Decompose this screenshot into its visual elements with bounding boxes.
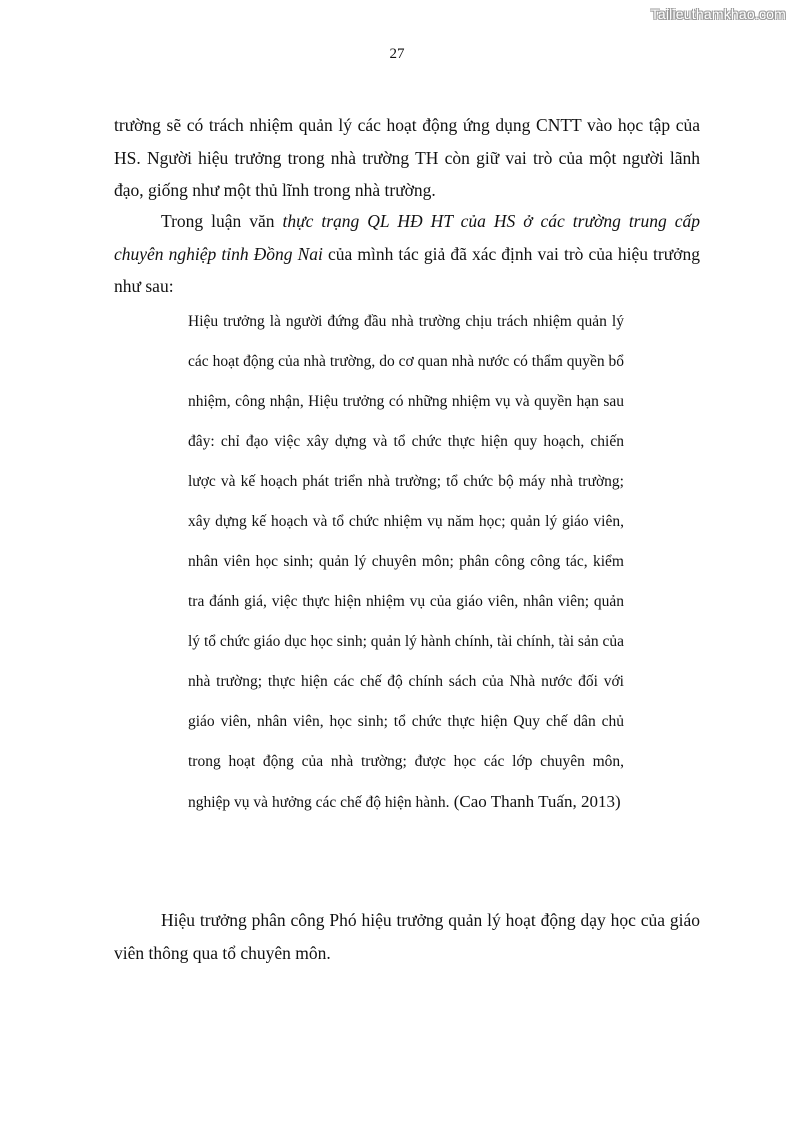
paragraph-closing: Hiệu trưởng phân công Phó hiệu trưởng quản lý hoạt động dạy học của giáo viên thông qua tổ chuyên môn. [114,910,700,963]
quote-text: Hiệu trưởng là người đứng đầu nhà trường chịu trách nhiệm quản lý các hoạt động của nhà trường, do cơ quan nhà nước có thẩm quyền bổ nhiệm, công nhận, Hiệu trưởng có những nhiệm vụ và quyền hạn sau đây: chỉ đạo việc xây dựng và tổ chức thực hiện quy hoạch, chiến lược và kế hoạch phát triển nhà trường; tổ chức bộ máy nhà trường; xây dựng kế hoạch và tổ chức nhiệm vụ năm học; quản lý giáo viên, nhân viên học sinh; quản lý chuyên môn; phân công công tác, kiểm tra đánh giá, việc thực hiện nhiệm vụ của giáo viên, nhân viên; quản lý tổ chức giáo dục học sinh; quản lý hành chính, tài chính, tài sản của nhà trường; thực hiện các chế độ chính sách của Nhà nước đối với giáo viên, nhân viên, học sinh; tổ chức thực hiện Quy chế dân chủ trong hoạt động của nhà trường; được học các lớp chuyên môn, nghiệp vụ và hưởng các chế độ hiện hành. [188,313,624,811]
watermark: Tailieuthamkhao.com [650,6,786,22]
paragraph-lead-text: Trong luận văn [161,211,283,231]
block-quote [188,302,624,823]
paragraph-intro: trường sẽ có trách nhiệm quản lý các hoạt động ứng dụng CNTT vào học tập của HS. Người hiệu trưởng trong nhà trường TH còn giữ vai trò của một người lãnh đạo, giống như một thủ lĩnh trong nhà trường. [114,115,700,200]
paragraph-tail-text: của mình tác giả đã xác định vai trò của hiệu trưởng như sau: [114,243,700,296]
quote-citation: (Cao Thanh Tuấn, 2013) [449,792,621,811]
paragraph-thesis-reference [114,205,700,303]
page-number: 27 [389,46,405,62]
thesis-title-italic: thực trạng QL HĐ HT của HS ở các trường trung cấp chuyên nghiệp tỉnh Đồng Nai [114,211,700,264]
